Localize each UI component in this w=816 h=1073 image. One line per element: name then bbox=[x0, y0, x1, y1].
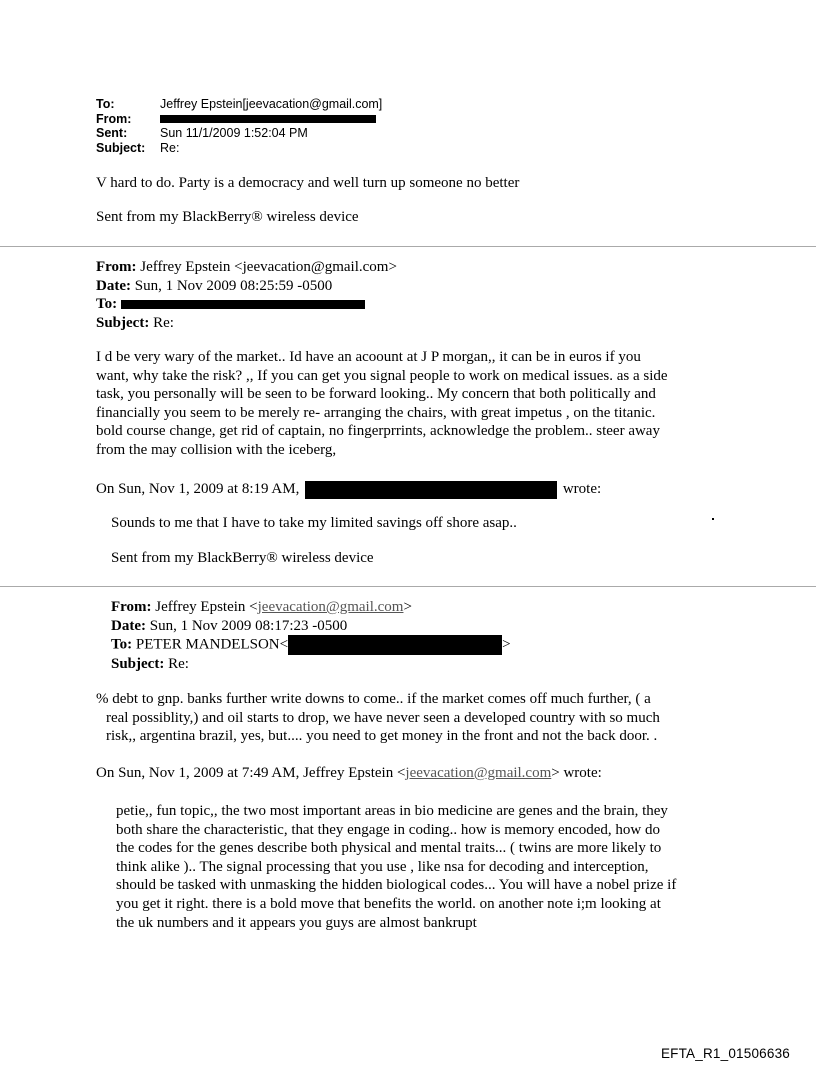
from-email-link[interactable]: jeevacation@gmail.com bbox=[257, 599, 404, 615]
divider bbox=[0, 586, 816, 587]
quote-line: think alike ).. The signal processing that you use , like nsa for decoding and interception, bbox=[116, 858, 649, 875]
quote-intro-email-link[interactable]: jeevacation@gmail.com bbox=[405, 765, 552, 781]
redaction-bar bbox=[305, 481, 557, 499]
to-label: To: bbox=[111, 636, 133, 653]
body-line: bold course change, get rid of captain, no fingerprrints, acknowledge the problem.. steer away bbox=[96, 423, 660, 440]
date-row bbox=[111, 617, 511, 636]
date-row bbox=[96, 277, 397, 296]
quote-intro-start: On Sun, Nov 1, 2009 at 7:49 AM, Jeffrey Epstein < bbox=[96, 765, 406, 781]
body-line: financially you seem to be merely re- arranging the chairs, with great impetus , on the titanic. bbox=[96, 404, 656, 421]
quote-line: petie,, fun topic,, the two most important areas in bio medicine are genes and the brain, they bbox=[116, 803, 668, 819]
to-row bbox=[96, 97, 382, 112]
subject-value: Re: bbox=[168, 656, 189, 673]
email-1-header bbox=[96, 97, 382, 155]
email-3-header bbox=[111, 598, 511, 674]
email-3-quote-intro bbox=[96, 764, 602, 783]
from-row bbox=[96, 112, 382, 127]
divider bbox=[0, 246, 816, 247]
email-1-body: V hard to do. Party is a democracy and well turn up someone no better bbox=[96, 175, 520, 191]
to-value: PETER MANDELSON< bbox=[135, 636, 289, 653]
to-label: To: bbox=[96, 97, 115, 111]
to-row bbox=[96, 295, 397, 314]
from-row bbox=[111, 598, 511, 617]
subject-label: Subject: bbox=[96, 140, 146, 155]
subject-row bbox=[96, 314, 397, 333]
redaction-bar bbox=[121, 300, 365, 309]
document-id: EFTA_R1_01506636 bbox=[660, 1046, 790, 1061]
from-label: From: bbox=[96, 259, 137, 275]
body-line: from the may collision with the iceberg, bbox=[96, 441, 337, 458]
body-line: real possiblity,) and oil starts to drop, we have never seen a developed country with so much bbox=[106, 709, 660, 726]
date-value: Sun, 1 Nov 2009 08:25:59 -0500 bbox=[134, 277, 333, 294]
from-value: Jeffrey Epstein <jeevacation@gmail.com> bbox=[140, 259, 397, 275]
sent-value: Sun 11/1/2009 1:52:04 PM bbox=[160, 126, 308, 140]
from-label: From: bbox=[111, 599, 152, 615]
email-3-quote-body bbox=[116, 802, 676, 932]
from-row bbox=[96, 258, 397, 277]
subject-value: Re: bbox=[160, 140, 180, 155]
body-line: want, why take the risk? ,, If you can get you signal people to work on medical issues. as a side bbox=[96, 367, 668, 384]
from-label: From: bbox=[96, 111, 132, 126]
sent-row bbox=[96, 126, 382, 141]
sent-label: Sent: bbox=[96, 126, 128, 140]
body-line: risk,, argentina brazil, yes, but.... you need to get money in the front and not the back door. . bbox=[106, 728, 658, 745]
email-2-quote-body: Sounds to me that I have to take my limited savings off shore asap.. bbox=[111, 515, 517, 531]
quote-intro-end: wrote: bbox=[562, 481, 602, 497]
date-value: Sun, 1 Nov 2009 08:17:23 -0500 bbox=[149, 617, 348, 634]
subject-label: Subject: bbox=[111, 656, 165, 673]
quote-line: the uk numbers and it appears you guys are almost bankrupt bbox=[116, 914, 477, 931]
email-2-header bbox=[96, 258, 397, 332]
email-1-signature: Sent from my BlackBerry® wireless device bbox=[96, 209, 359, 225]
subject-row bbox=[96, 141, 382, 156]
quote-line: the codes for the genes describe both physical and mental traits... ( twins are more likely to bbox=[116, 840, 662, 857]
body-line: I d be very wary of the market.. Id have an acoount at J P morgan,, it can be in euros if you bbox=[96, 349, 641, 365]
stray-mark bbox=[712, 518, 714, 520]
quote-line: you get it right. there is a bold move that benefits the world. on another note i;m looking at bbox=[116, 895, 661, 912]
subject-label: Subject: bbox=[96, 314, 150, 331]
quote-intro-end: > wrote: bbox=[551, 765, 602, 781]
subject-value: Re: bbox=[153, 314, 174, 331]
to-value: Jeffrey Epstein[jeevacation@gmail.com] bbox=[160, 97, 383, 111]
redaction-bar bbox=[160, 115, 376, 123]
email-2-body bbox=[96, 348, 668, 460]
to-label: To: bbox=[96, 296, 118, 313]
body-line: % debt to gnp. banks further write downs to come.. if the market comes off much further, ( a bbox=[96, 691, 651, 707]
quote-line: both share the characteristic, that they engage in coding.. how is memory encoded, how do bbox=[116, 821, 660, 838]
quote-line: should be tasked with unmasking the hidden biological codes... You will have a nobel prize if bbox=[116, 877, 677, 894]
to-close: > bbox=[502, 636, 511, 653]
email-2-quote-intro bbox=[96, 480, 601, 499]
body-line: task, you personally will be seen to be forward looking.. My concern that both politically and bbox=[96, 386, 656, 403]
from-close: > bbox=[403, 599, 412, 615]
from-name: Jeffrey Epstein < bbox=[155, 599, 258, 615]
email-3-body bbox=[96, 690, 660, 746]
quote-intro-start: On Sun, Nov 1, 2009 at 8:19 AM, bbox=[96, 481, 300, 497]
email-2-quote-signature: Sent from my BlackBerry® wireless device bbox=[111, 550, 374, 566]
date-label: Date: bbox=[96, 277, 131, 294]
redaction-bar bbox=[288, 635, 502, 655]
date-label: Date: bbox=[111, 617, 146, 634]
subject-row bbox=[111, 655, 511, 674]
to-row bbox=[111, 635, 511, 655]
